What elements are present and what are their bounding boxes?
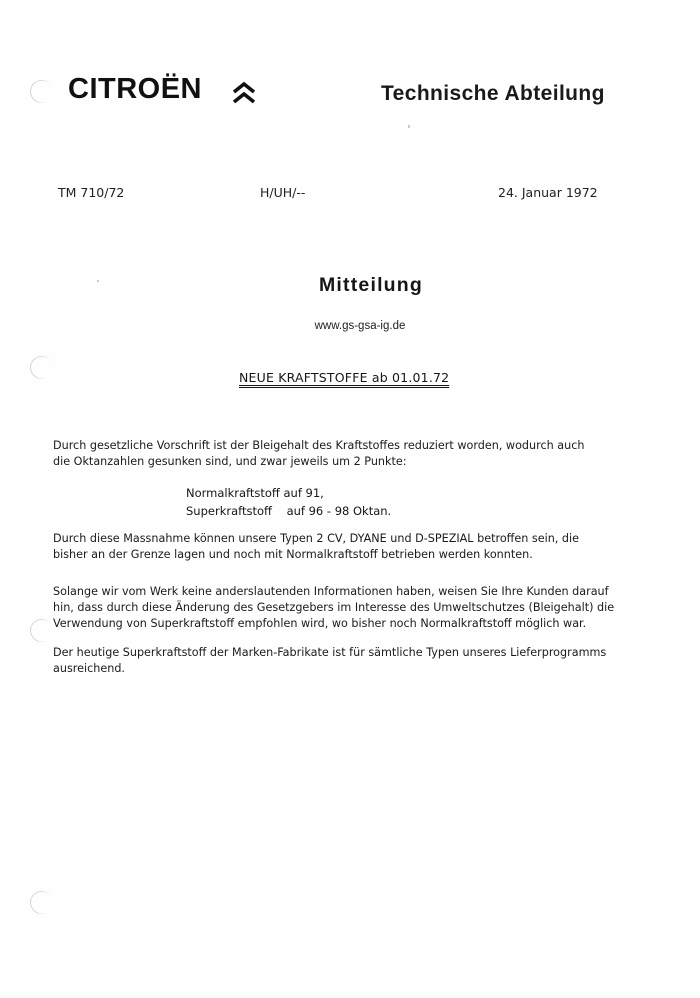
double-chevron-icon [232, 80, 256, 106]
octane-item-normal: Normalkraftstoff auf 91, [186, 486, 324, 500]
citroen-logo: CITROËN [68, 73, 202, 105]
text-line: Solange wir vom Werk keine anderslautenden Informationen haben, weisen Sie Ihre Kunden darauf [53, 585, 609, 598]
text-line: hin, dass durch diese Änderung des Gesetzgebers im Interesse des Umweltschutzes (Bleigehalt) die [53, 601, 615, 614]
department-heading: Technische Abteilung [381, 82, 605, 105]
text-line: Durch gesetzliche Vorschrift ist der Bleigehalt des Kraftstoffes reduziert worden, wodurch auch [53, 439, 585, 452]
text-line: Der heutige Superkraftstoff der Marken-Fabrikate ist für sämtliche Typen unseres Lieferprogramms [53, 646, 607, 659]
text-line: bisher an der Grenze lagen und noch mit Normalkraftstoff betrieben werden konnten. [53, 548, 533, 561]
punch-hole-mark [26, 887, 57, 918]
paragraph-conclusion [53, 645, 653, 677]
document-title: Mitteilung [318, 274, 424, 296]
document-date: 24. Januar 1972 [498, 185, 598, 200]
text-line: Verwendung von Superkraftstoff empfohlen wird, wo bisher noch Normalkraftstoff möglich war. [53, 617, 587, 630]
octane-item-super: Superkraftstoff auf 96 - 98 Oktan. [186, 504, 392, 518]
octane-list [186, 484, 391, 520]
subject-line: NEUE KRAFTSTOFFE ab 01.01.72 [239, 370, 450, 385]
punch-hole-mark [26, 76, 57, 107]
scan-speck [408, 125, 410, 128]
punch-hole-mark [26, 352, 57, 383]
text-line: ausreichend. [53, 662, 125, 675]
text-line: Durch diese Massnahme können unsere Typen 2 CV, DYANE und D-SPEZIAL betroffen sein, die [53, 532, 580, 545]
paragraph-recommendation [53, 584, 653, 632]
text-line: die Oktanzahlen gesunken sind, und zwar jeweils um 2 Punkte: [53, 455, 407, 468]
reference-number: TM 710/72 [58, 185, 125, 200]
paragraph-affected-types [53, 531, 653, 563]
reference-code: H/UH/-- [260, 185, 306, 200]
paragraph-lead-content [53, 438, 653, 470]
website-url: www.gs-gsa-ig.de [314, 320, 406, 332]
